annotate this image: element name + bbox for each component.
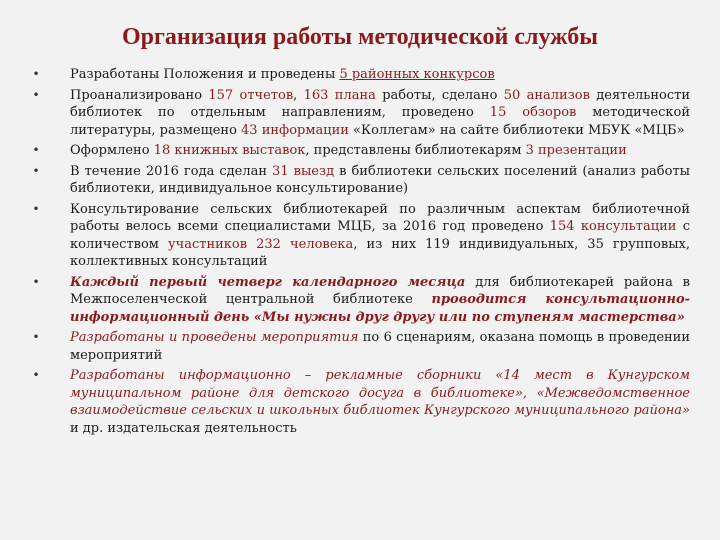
bullet-icon: • [32, 274, 40, 289]
bullet-icon: • [32, 201, 40, 216]
highlighted-text: 43 информации [241, 122, 349, 138]
item-text: и др. издательская деятельность [70, 420, 297, 436]
item-text: с количеством [70, 219, 690, 252]
bullet-icon: • [32, 67, 40, 81]
highlighted-text: Разработаны информационно – рекламные сборники «14 мест в Кунгурском муниципальном районе для детского досуга в библиотеке», «Межведомственное взаимодействие сельских и школьных библиотек Кунгурского муниципального района» [70, 368, 690, 418]
highlighted-text: 5 районных конкурсов [339, 67, 495, 82]
bullet-item [30, 66, 690, 84]
highlighted-text: 31 выезд [272, 163, 335, 179]
highlighted-text: 18 книжных выставок [153, 143, 306, 158]
item-text: работы, сделано [375, 87, 504, 103]
bullet-icon: • [32, 143, 40, 157]
item-text: , из них 119 индивидуальных, 35 групповых, коллективных консультаций [70, 236, 691, 269]
highlighted-text: 154 консультации [549, 219, 677, 234]
bullet-item [30, 87, 690, 140]
item-text: в библиотеки сельских поселений (анализ работы библиотеки, индивидуальное консультирование) [70, 163, 690, 196]
highlighted-text: 157 отчетов [208, 87, 294, 103]
bullet-item [30, 274, 690, 327]
item-text: по 6 сценариям, оказана помощь в проведении мероприятий [70, 330, 690, 363]
bullet-icon: • [32, 163, 40, 178]
item-text: для библиотекарей района в Межпоселенческой центральной библиотеке [70, 274, 690, 307]
bullet-list [30, 66, 690, 437]
item-text: , [293, 87, 304, 103]
highlighted-text: участников 232 человека [167, 236, 354, 252]
highlighted-text: 50 анализов [503, 87, 590, 103]
highlighted-text: 15 обзоров [489, 105, 577, 120]
bullet-item [30, 163, 690, 198]
item-text: Разработаны Положения и проведены [70, 67, 340, 82]
highlighted-text: проводится консультационно-информационный день «Мы нужны друг другу или по ступеням мастерства» [70, 292, 691, 325]
item-text: «Коллегам» на сайте библиотеки МБУК «МЦБ» [348, 122, 685, 138]
item-text: методической литературы, размещено [70, 105, 690, 138]
highlighted-text: 3 презентации [525, 143, 627, 158]
item-text: Проанализировано [70, 87, 209, 103]
slide-title: Организация работы методической службы [122, 24, 598, 50]
bullet-icon: • [32, 87, 40, 102]
highlighted-text: Каждый первый четверг календарного месяца [70, 274, 466, 290]
bullet-icon: • [32, 330, 40, 344]
highlighted-text: 163 плана [303, 87, 376, 103]
bullet-item [30, 142, 690, 160]
highlighted-text: Разработаны и проведены мероприятия [70, 330, 359, 345]
item-text: деятельности библиотек по отдельным направлениям, проведено [70, 87, 691, 120]
bullet-item [30, 367, 690, 437]
item-text: В течение 2016 года сделан [70, 163, 273, 179]
item-text: Консультирование сельских библиотекарей по различным аспектам библиотечной работы велось всеми специалистами МЦБ, за 2016 год проведено [70, 201, 690, 234]
bullet-item [30, 329, 690, 364]
bullet-item [30, 201, 690, 271]
bullet-icon: • [32, 368, 40, 382]
item-text: Оформлено [70, 143, 154, 158]
item-text: , представлены библиотекарям [305, 143, 526, 158]
